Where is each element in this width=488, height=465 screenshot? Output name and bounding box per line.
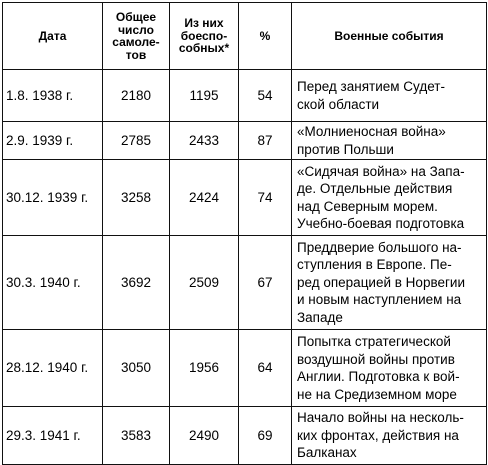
event-line: Западе [297,309,343,325]
header-total-aircraft [103,3,170,70]
event-line: «Молниеносная война» [297,124,446,139]
cell-combat: 2490 [170,407,239,465]
event-line: «Сидячая война» на Запа- [297,163,465,179]
header-total-line: число [118,22,154,37]
cell-total: 2785 [103,122,170,160]
cell-events [292,407,487,465]
cell-date: 30.12. 1939 г. [3,160,103,236]
event-line: де. Отдельные действия [297,181,453,196]
table-row [3,407,487,465]
cell-date: 29.3. 1941 г. [3,407,103,465]
cell-percent: 87 [239,122,292,160]
cell-percent: 54 [239,70,292,122]
table-row [3,70,487,122]
header-total-line: Общее [115,10,157,24]
event-line: Попытка стратегической [297,334,451,349]
event-line: воздушной войны против [297,351,455,367]
cell-total: 2180 [103,70,170,122]
header-combat-ready [170,3,239,70]
header-total-line: самоле- [112,35,160,49]
cell-percent: 69 [239,407,292,465]
cell-total: 3583 [103,407,170,465]
cell-events [292,330,487,407]
event-line: против Польши [297,141,394,157]
cell-combat: 2433 [170,122,239,160]
event-line: ких фронтах, действия на [297,427,459,443]
event-line: и новым наступлением на [297,292,462,308]
cell-combat: 2509 [170,236,239,330]
header-military-events: Военные события [292,3,487,70]
cell-combat: 2424 [170,160,239,236]
cell-events [292,236,487,330]
event-line: Англии. Подготовка к вой- [297,369,460,384]
event-line: Перед занятием Судет- [297,79,445,94]
header-percent: % [239,3,292,70]
cell-total: 3050 [103,330,170,407]
table-row [3,236,487,330]
event-line: Преддверие большого на- [297,239,462,255]
header-row [3,3,487,70]
header-combat-line: боеспо- [180,28,228,43]
cell-combat: 1956 [170,330,239,407]
event-line: над Северным морем. [297,198,438,214]
event-line: Балканах [297,445,357,461]
cell-percent: 74 [239,160,292,236]
cell-date: 2.9. 1939 г. [3,122,103,160]
header-date: Дата [3,3,103,70]
table-row [3,122,487,160]
cell-date: 28.12. 1940 г. [3,330,103,407]
cell-percent: 64 [239,330,292,407]
table-row [3,330,487,407]
cell-events [292,70,487,122]
table-row [3,160,487,236]
cell-events [292,160,487,236]
header-total-line: тов [125,47,147,62]
header-combat-line: Из них [184,16,224,31]
event-line: Учебно-боевая подготовка [297,216,465,231]
event-line: Начало войны на несколь- [297,410,464,426]
cell-combat: 1195 [170,70,239,122]
cell-date: 30.3. 1940 г. [3,236,103,330]
cell-percent: 67 [239,236,292,330]
cell-total: 3258 [103,160,170,236]
cell-date: 1.8. 1938 г. [3,70,103,122]
cell-events [292,122,487,160]
header-combat-line: собных* [178,41,230,56]
aircraft-table [2,2,487,465]
event-line: ред операцией в Норвегии [297,274,465,290]
event-line: ской области [297,96,380,112]
cell-total: 3692 [103,236,170,330]
event-line: не на Средиземном море [297,386,457,402]
event-line: ступления в Европе. Пе- [297,257,452,273]
